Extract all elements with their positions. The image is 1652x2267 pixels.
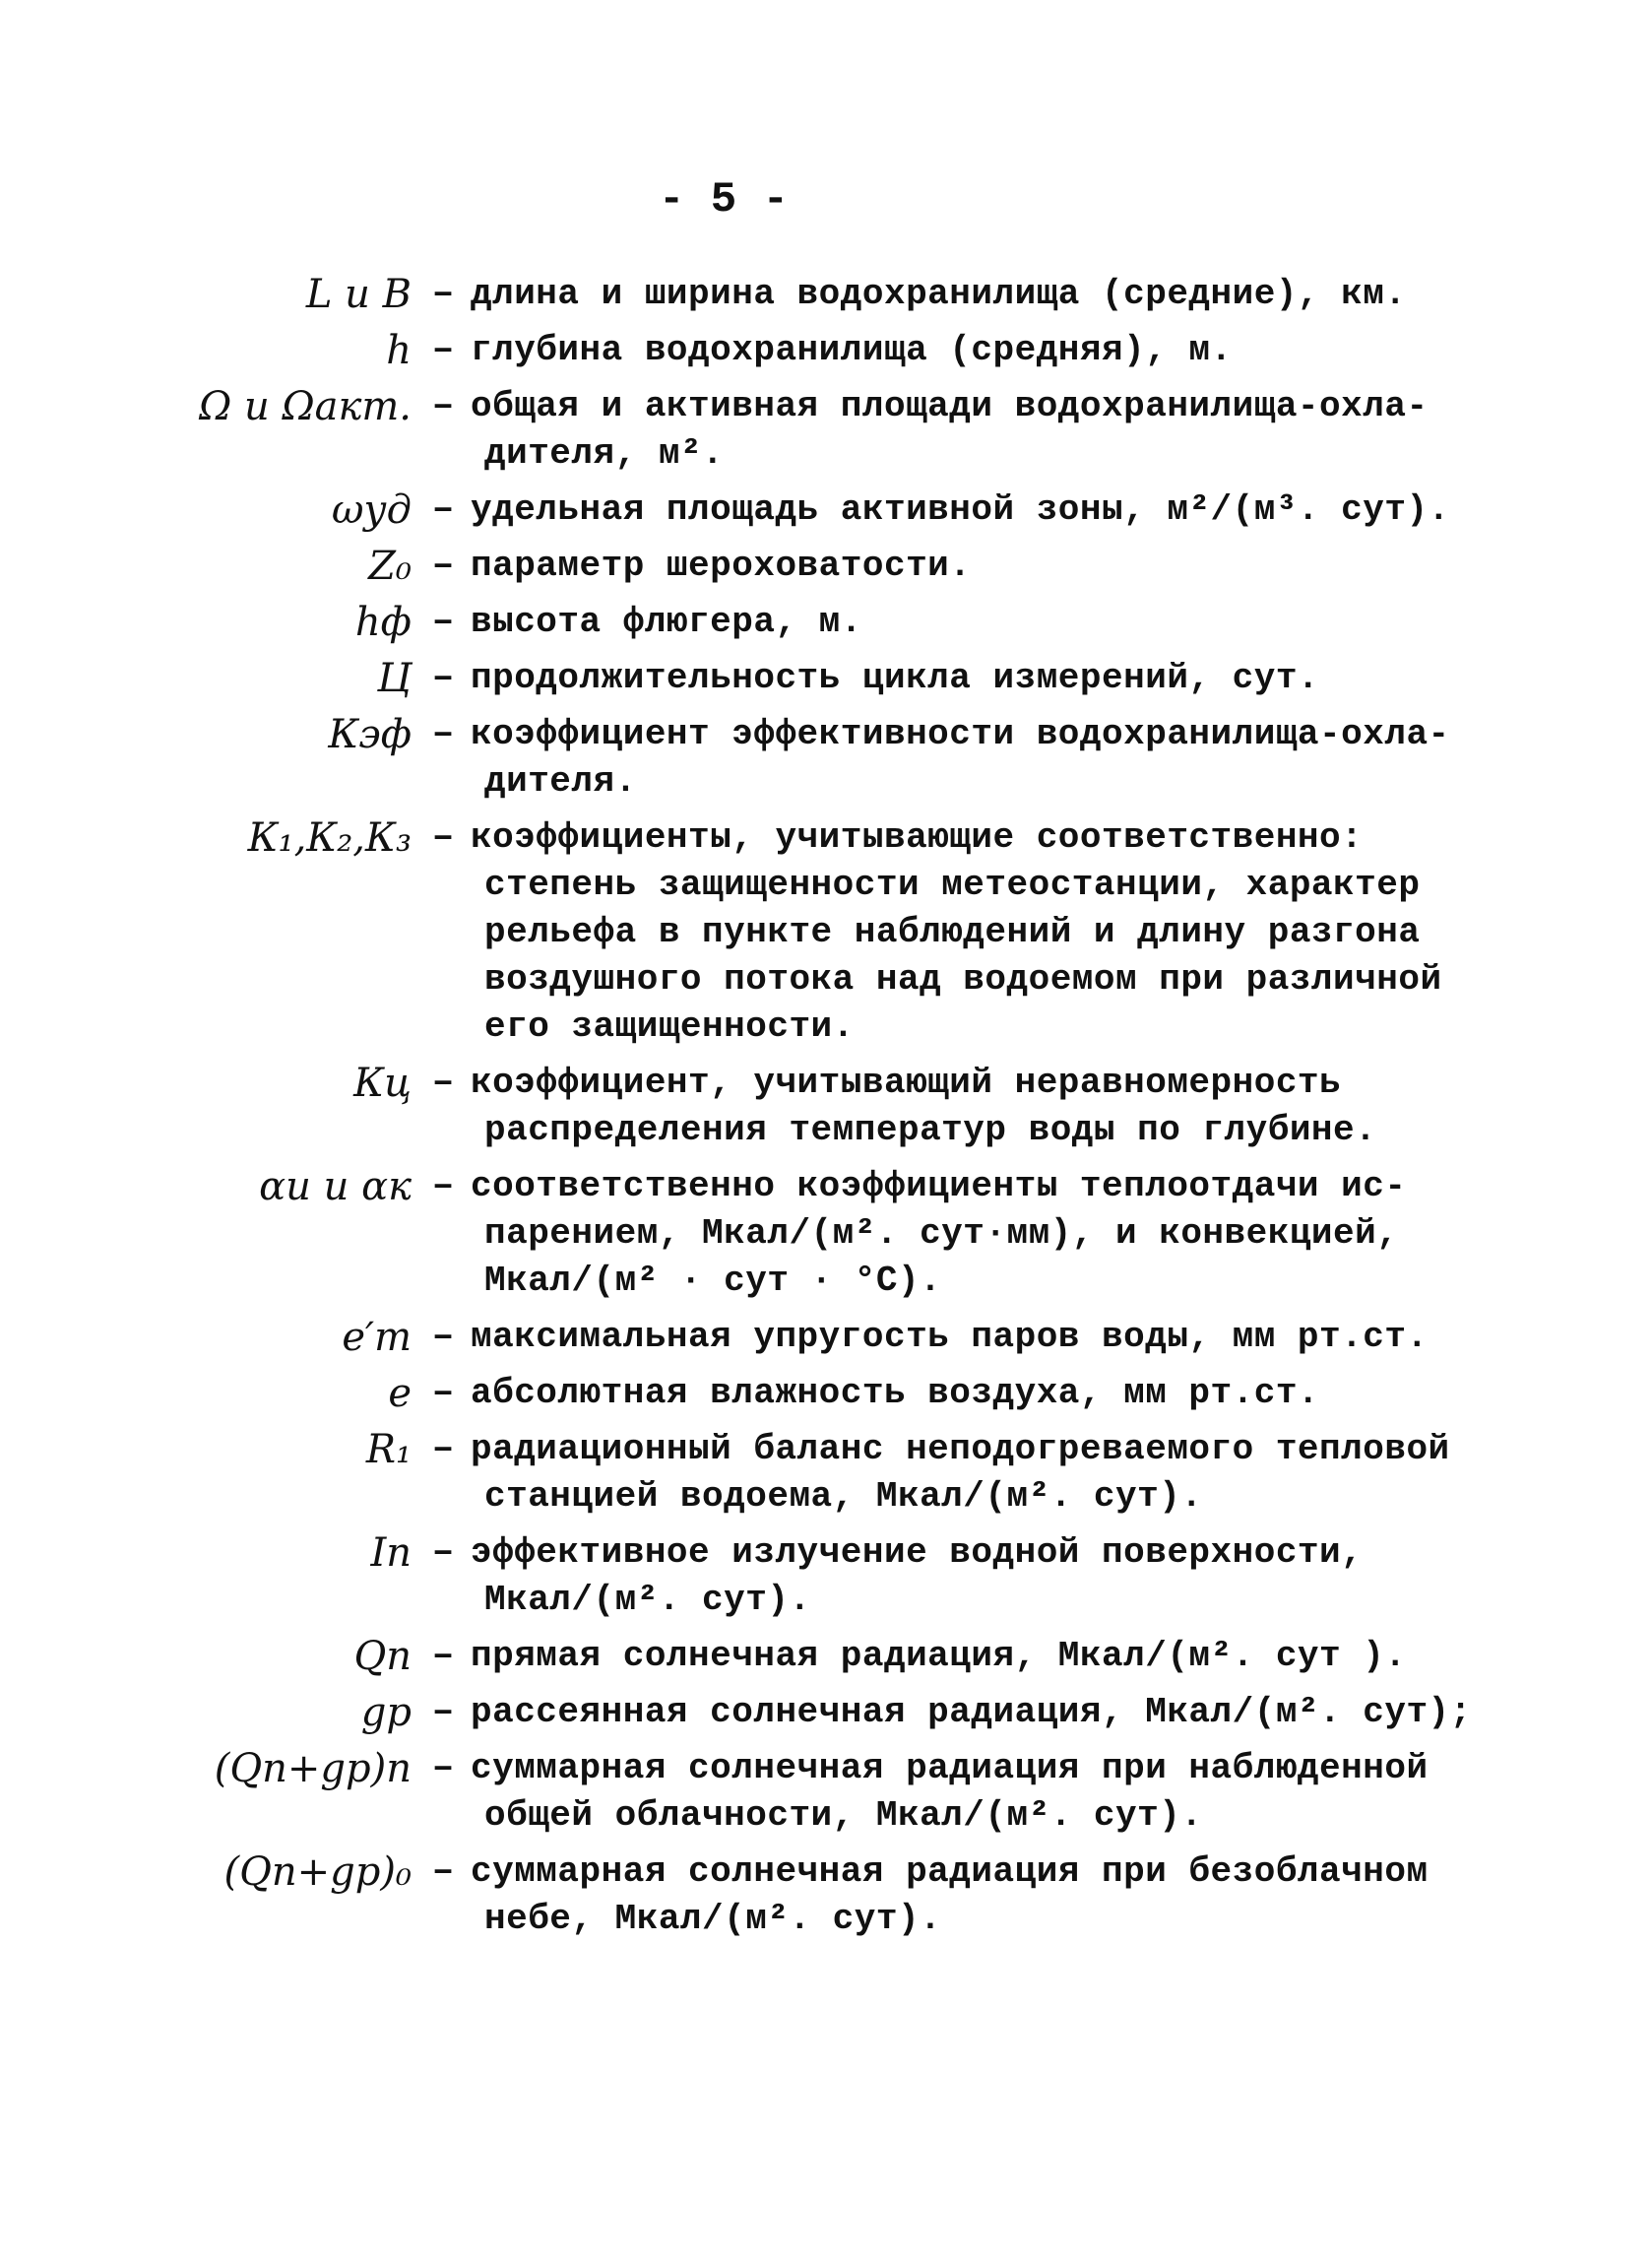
glossary-entry	[0, 1633, 1652, 1680]
definition-line: суммарная солнечная радиация при наблюденной	[471, 1748, 1429, 1788]
glossary-dash: –	[431, 1635, 455, 1677]
definition-line: коэффициент, учитывающий неравномерность	[471, 1063, 1342, 1103]
glossary-entry	[0, 1370, 1652, 1417]
glossary-dash: –	[431, 1062, 455, 1104]
definition-line: общей облачности, Мкал/(м². сут).	[484, 1795, 1203, 1836]
definition-line: небе, Мкал/(м². сут).	[484, 1899, 942, 1939]
definition-line: коэффициент эффективности водохранилища-охла-	[471, 714, 1450, 754]
glossary-dash: –	[431, 385, 455, 427]
glossary-definition	[463, 1633, 1416, 1680]
glossary-definition	[463, 1689, 1472, 1736]
definition-line: парением, Мкал/(м². сут·мм), и конвекцией,	[484, 1213, 1399, 1254]
glossary-dash: –	[431, 1316, 455, 1358]
definition-line: воздушного потока над водоемом при различной	[484, 959, 1442, 1000]
glossary-symbol: (Qп+gр)₀	[223, 1849, 412, 1895]
glossary-entry	[0, 1060, 1652, 1154]
definition-line: рассеянная солнечная радиация, Мкал/(м². сут);	[471, 1692, 1472, 1732]
glossary-dash: –	[431, 1691, 455, 1733]
glossary-definition	[463, 543, 1416, 590]
glossary-entry	[0, 711, 1652, 806]
definition-line: распределения температур воды по глубине.	[484, 1110, 1377, 1150]
glossary-dash: –	[431, 601, 455, 643]
glossary-symbol: Iп	[370, 1530, 412, 1576]
glossary-entry	[0, 271, 1652, 318]
glossary-entry	[0, 1848, 1652, 1943]
glossary-entry	[0, 599, 1652, 646]
glossary-symbol: Qп	[353, 1634, 412, 1679]
glossary-symbol: h	[386, 328, 412, 373]
glossary-dash: –	[431, 657, 455, 699]
glossary-definition	[463, 1060, 1416, 1154]
glossary-definition	[463, 599, 1416, 646]
glossary-entry	[0, 486, 1652, 534]
definition-line: степень защищенности метеостанции, характер	[484, 865, 1421, 905]
glossary-entry	[0, 1689, 1652, 1736]
glossary-definition	[463, 1848, 1429, 1943]
glossary-entry	[0, 383, 1652, 478]
glossary-dash: –	[431, 1165, 455, 1207]
definition-line: суммарная солнечная радиация при безоблачном	[471, 1851, 1429, 1892]
definition-line: дителя, м².	[484, 433, 725, 474]
glossary-definition	[463, 814, 1442, 1051]
glossary-dash: –	[431, 1850, 455, 1893]
glossary-entry	[0, 1529, 1652, 1624]
glossary-definition	[463, 1370, 1416, 1417]
definition-line: высота флюгера, м.	[471, 602, 862, 642]
glossary-dash: –	[431, 1747, 455, 1789]
glossary-entry	[0, 1314, 1652, 1361]
glossary-symbol: Ц	[377, 656, 412, 701]
glossary-definition	[463, 1163, 1416, 1305]
glossary-symbol: ωуд	[331, 487, 412, 533]
definition-line: коэффициенты, учитывающие соответственно:	[471, 817, 1364, 858]
glossary-entry	[0, 655, 1652, 702]
glossary-definition	[463, 271, 1416, 318]
definition-line: максимальная упругость паров воды, мм рт.ст.	[471, 1317, 1429, 1357]
glossary-dash: –	[431, 1372, 455, 1414]
glossary-dash: –	[431, 545, 455, 587]
definition-line: Мкал/(м². сут).	[484, 1580, 811, 1620]
glossary-definition	[463, 1745, 1429, 1840]
glossary-symbol: (Qп+gр)n	[214, 1746, 412, 1791]
definition-line: дителя.	[484, 761, 637, 802]
glossary-definition	[463, 486, 1450, 534]
glossary-symbol: Кэф	[328, 712, 412, 757]
glossary-dash: –	[431, 488, 455, 531]
definition-line: глубина водохранилища (средняя), м.	[471, 330, 1233, 370]
definition-line: продолжительность цикла измерений, сут.	[471, 658, 1320, 698]
glossary-symbol: e′m	[342, 1315, 412, 1360]
glossary-symbol: К₁,К₂,К₃	[247, 815, 412, 861]
glossary-definition	[463, 1529, 1416, 1624]
definition-line: параметр шероховатости.	[471, 546, 972, 586]
glossary-definition	[463, 711, 1450, 806]
glossary-dash: –	[431, 1428, 455, 1470]
glossary-symbol: hф	[354, 600, 412, 645]
glossary-symbol: Кц	[353, 1061, 412, 1106]
definition-line: удельная площадь активной зоны, м²/(м³. сут).	[471, 489, 1450, 530]
definition-line: прямая солнечная радиация, Мкал/(м². сут ).	[471, 1636, 1407, 1676]
glossary-symbol: e	[388, 1371, 412, 1416]
page-number: - 5 -	[658, 175, 790, 225]
glossary-entry	[0, 1163, 1652, 1305]
glossary-definition	[463, 327, 1416, 374]
definition-line: общая и активная площади водохранилища-охла-	[471, 386, 1429, 426]
glossary-symbol: αи и αк	[259, 1164, 412, 1209]
glossary-symbol: Ω и Ωакт.	[199, 384, 412, 429]
glossary-symbol: L и B	[305, 272, 412, 317]
glossary-dash: –	[431, 1531, 455, 1574]
glossary-symbol: gр	[360, 1690, 412, 1735]
glossary-entry	[0, 1745, 1652, 1840]
glossary-dash: –	[431, 329, 455, 371]
glossary-entry	[0, 543, 1652, 590]
glossary-definition	[463, 1314, 1429, 1361]
glossary-dash: –	[431, 816, 455, 859]
definition-line: радиационный баланс неподогреваемого тепловой	[471, 1429, 1450, 1469]
symbol-glossary	[0, 271, 1652, 1952]
definition-line: Мкал/(м² · сут · °С).	[484, 1261, 942, 1301]
glossary-definition	[463, 383, 1429, 478]
definition-line: длина и ширина водохранилища (средние), км.	[471, 274, 1407, 314]
definition-line: станцией водоема, Мкал/(м². сут).	[484, 1476, 1203, 1517]
definition-line: рельефа в пункте наблюдений и длину разгона	[484, 912, 1421, 952]
glossary-definition	[463, 655, 1416, 702]
definition-line: эффективное излучение водной поверхности,	[471, 1532, 1364, 1573]
glossary-definition	[463, 1426, 1450, 1521]
glossary-dash: –	[431, 273, 455, 315]
glossary-symbol: R₁	[365, 1427, 412, 1472]
definition-line: его защищенности.	[484, 1006, 855, 1047]
glossary-entry	[0, 1426, 1652, 1521]
glossary-entry	[0, 327, 1652, 374]
glossary-symbol: Z₀	[368, 544, 412, 589]
definition-line: соответственно коэффициенты теплоотдачи ис-	[471, 1166, 1407, 1206]
glossary-entry	[0, 814, 1652, 1051]
definition-line: абсолютная влажность воздуха, мм рт.ст.	[471, 1373, 1320, 1413]
glossary-dash: –	[431, 713, 455, 755]
